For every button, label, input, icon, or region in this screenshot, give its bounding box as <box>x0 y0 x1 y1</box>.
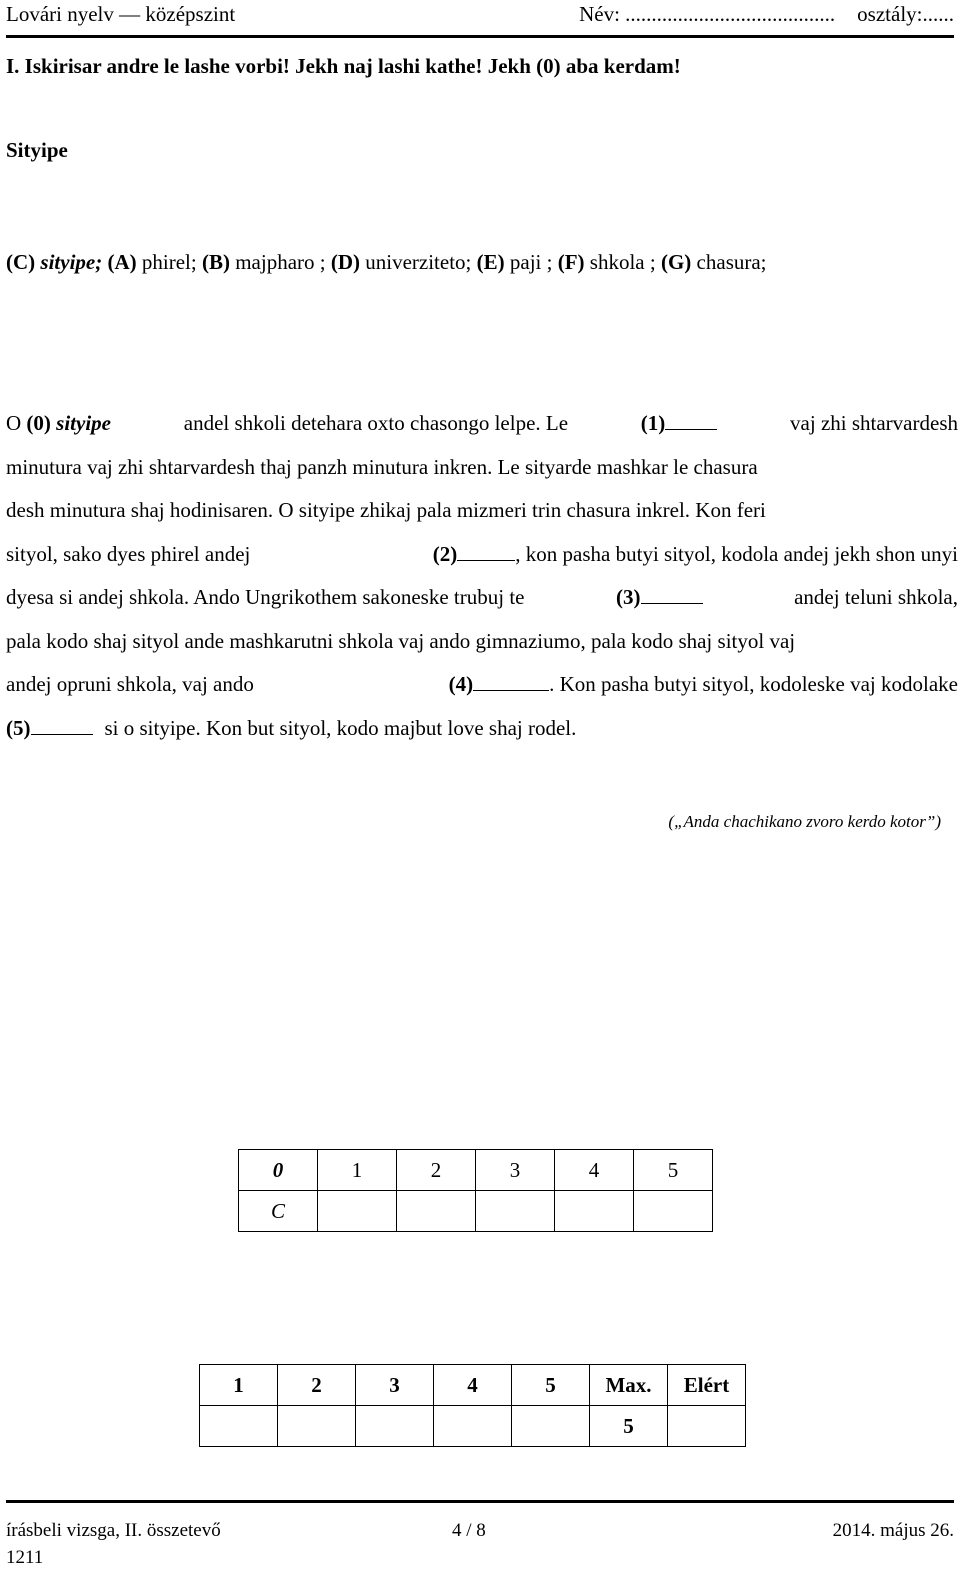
answer-header-cell: 5 <box>634 1150 713 1191</box>
gap-fill-text <box>6 402 958 750</box>
answer-header-cell: 1 <box>318 1150 397 1191</box>
text-line: (5) si o sityipe. Kon but sityol, kodo majbut love shaj rodel. <box>6 715 577 740</box>
page-number: 4 / 8 <box>452 1520 486 1541</box>
score-cell[interactable] <box>356 1406 434 1447</box>
score-max-value: 5 <box>590 1406 668 1447</box>
score-table <box>199 1364 746 1447</box>
answer-cell[interactable] <box>555 1191 634 1232</box>
exam-title: Lovári nyelv — középszint <box>6 2 236 26</box>
page-header <box>6 0 954 36</box>
task-instruction: I. Iskirisar andre le lashe vorbi! Jekh naj lashi kathe! Jekh (0) aba kerdam! <box>6 54 681 78</box>
text-line: dyesa si andej shkola. Ando Ungrikothem sakoneske trubuj te (3) andej teluni shkola, <box>6 585 958 609</box>
option-word: chasura; <box>696 250 767 274</box>
option-word: univerziteto; <box>365 250 472 274</box>
score-header-cell: 1 <box>200 1365 278 1406</box>
score-cell[interactable] <box>278 1406 356 1447</box>
text-line: sityol, sako dyes phirel andej (2) , kon pasha butyi sityol, kodola andej jekh shon unyi <box>6 541 958 566</box>
score-header-cell: 2 <box>278 1365 356 1406</box>
answer-cell[interactable] <box>397 1191 476 1232</box>
score-cell[interactable] <box>434 1406 512 1447</box>
gap-number: (5) <box>6 715 31 740</box>
answer-cell-example: C <box>239 1191 318 1232</box>
text-line: O (0) sityipe andel shkoli detehara oxto chasongo lelpe. Le (1) vaj zhi shtarvardesh <box>6 411 958 435</box>
answer-cell[interactable] <box>476 1191 555 1232</box>
gap-number: (2) <box>432 541 458 566</box>
gap-4-blank[interactable] <box>473 671 549 691</box>
score-header-cell: 4 <box>434 1365 512 1406</box>
answer-cell[interactable] <box>318 1191 397 1232</box>
answer-table <box>238 1149 713 1232</box>
footer-exam-part: írásbeli vizsga, II. összetevő <box>6 1520 221 1541</box>
score-header-cell: 5 <box>512 1365 590 1406</box>
score-header-achieved: Elért <box>668 1365 746 1406</box>
gap-3-blank[interactable] <box>641 584 703 604</box>
option-word-example: sityipe; <box>40 250 103 274</box>
text-line: pala kodo shaj sityol ande mashkarutni shkola vaj ando gimnaziumo, pala kodo shaj sityol vaj <box>6 628 796 653</box>
option-letter: (G) <box>660 250 692 274</box>
option-letter: (D) <box>330 250 360 274</box>
page-footer <box>6 1520 954 1550</box>
exam-code: 1211 <box>6 1547 44 1568</box>
score-header-max: Max. <box>590 1365 668 1406</box>
option-letter: (B) <box>201 250 230 274</box>
answer-header-cell: 2 <box>397 1150 476 1191</box>
text-line: desh minutura shaj hodinisaren. O sityipe zhikaj pala mizmeri trin chasura inkrel. Kon feri <box>6 498 766 522</box>
source-note: („Anda chachikano zvoro kerdo kotor”) <box>668 812 941 831</box>
footer-divider <box>6 1500 954 1503</box>
score-achieved-cell[interactable] <box>668 1406 746 1447</box>
text-line: minutura vaj zhi shtarvardesh thaj panzh minutura inkren. Le sityarde mashkar le chasura <box>6 454 758 479</box>
gap-number: (1) <box>640 411 666 435</box>
student-fields <box>579 2 954 27</box>
answer-table-answer-row <box>239 1191 713 1232</box>
header-divider <box>6 35 954 38</box>
gap-number: (3) <box>616 585 641 609</box>
score-table-value-row <box>200 1406 746 1447</box>
gap-1-blank[interactable] <box>665 410 717 430</box>
score-cell[interactable] <box>512 1406 590 1447</box>
option-letter: (F) <box>557 250 585 274</box>
gap-5-blank[interactable] <box>31 715 93 735</box>
answer-header-cell: 3 <box>476 1150 555 1191</box>
option-word: shkola ; <box>589 250 656 274</box>
answer-cell[interactable] <box>634 1191 713 1232</box>
option-word: phirel; <box>141 250 197 274</box>
score-table-header-row <box>200 1365 746 1406</box>
answer-header-cell: 0 <box>239 1150 318 1191</box>
option-word: majpharo ; <box>235 250 326 274</box>
option-letter: (E) <box>476 250 505 274</box>
name-field: Név: ........................................ <box>579 2 836 26</box>
score-header-cell: 3 <box>356 1365 434 1406</box>
option-word: paji ; <box>509 250 553 274</box>
class-field: osztály:...... <box>857 2 954 26</box>
gap-2-blank[interactable] <box>457 541 515 561</box>
gap-number: (4) <box>448 672 474 696</box>
answer-header-cell: 4 <box>555 1150 634 1191</box>
text-title: Sityipe <box>6 138 68 162</box>
answer-table-header-row <box>239 1150 713 1191</box>
option-letter: (A) <box>107 250 137 274</box>
example-answer: sityipe <box>56 411 111 435</box>
exam-date: 2014. május 26. <box>832 1520 954 1541</box>
word-options <box>6 250 767 275</box>
text-line: andej opruni shkola, vaj ando (4) . Kon pasha butyi sityol, kodoleske vaj kodolake <box>6 672 958 696</box>
score-cell[interactable] <box>200 1406 278 1447</box>
option-letter: (C) <box>6 250 36 274</box>
